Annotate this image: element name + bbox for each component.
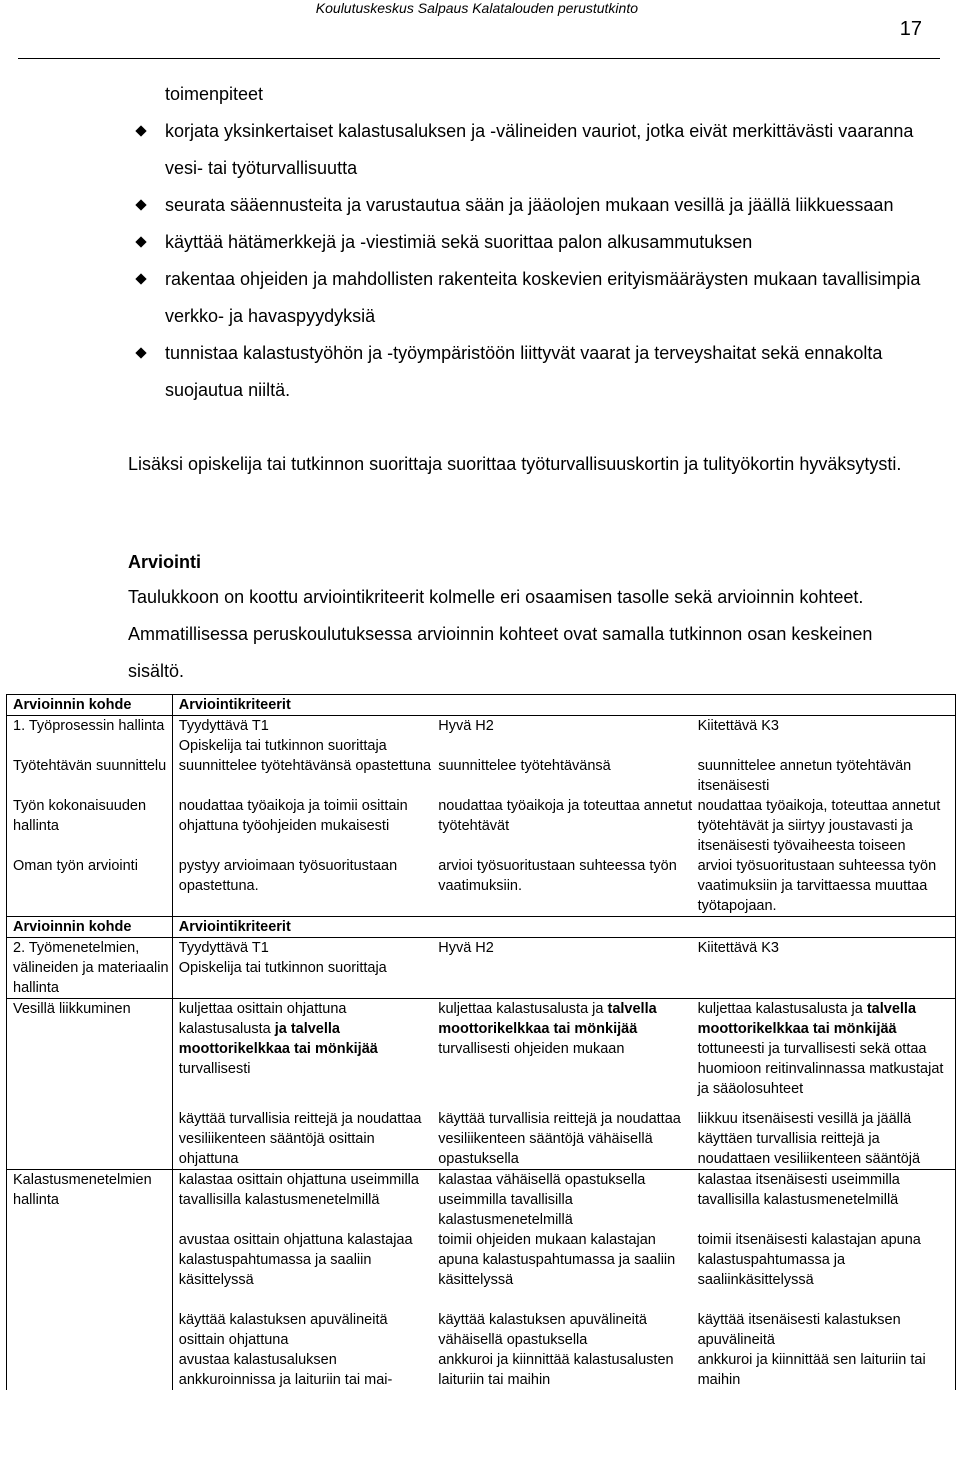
criteria-k3: kalastaa itsenäisesti useimmilla tavallisilla kalastusmenetelmillä (696, 1170, 956, 1231)
subject-line: Opiskelija tai tutkinnon suorittaja (172, 958, 955, 999)
criteria-t1: avustaa kalastusaluksen ankkuroinnissa ja laituriin tai mai- (178, 1352, 393, 1388)
list-item: tunnistaa kalastustyöhön ja -työympäristöön liittyvät vaarat ja terveyshaitat sekä ennakolta suojautua niiltä. (0, 335, 945, 409)
criteria-h2: kalastaa vähäisellä opastuksella useimmilla tavallisilla kalastusmenetelmillä (436, 1170, 695, 1231)
criteria-t1: kalastaa osittain ohjattuna useimmilla tavallisilla kalastusmenetelmillä (172, 1170, 436, 1231)
level-h2: Hyvä H2 (436, 938, 695, 959)
row-target: Työtehtävän suunnittelu (7, 756, 173, 796)
assessment-heading: Arviointi (128, 552, 202, 572)
intro-closing: Lisäksi opiskelija tai tutkinnon suorittaja suorittaa työturvallisuuskortin ja tulityökortin hyväksytysti. (128, 454, 902, 474)
criteria-t1: käyttää turvallisia reittejä ja noudattaa vesiliikenteen sääntöjä osittain ohjattuna (178, 1111, 422, 1167)
table-header-row (7, 695, 956, 716)
criteria-h2: arvioi työsuoritustaan suhteessa työn vaatimuksiin. (438, 858, 677, 894)
criteria-t1: noudattaa työaikoja ja toimii osittain ohjattuna työohjeiden mukaisesti (178, 798, 408, 834)
criteria-t1: avustaa osittain ohjattuna kalastajaa kalastuspahtumassa ja saaliin käsittelyssä (178, 1232, 413, 1288)
criteria-t1: käyttää kalastuksen apuvälineitä osittain ohjattuna (178, 1312, 388, 1348)
level-k3: Kiitettävä K3 (696, 938, 956, 959)
criteria-h2: kuljettaa kalastusalusta ja talvella moottorikelkkaa tai mönkijää turvallisesti ohjeiden mukaan (436, 999, 695, 1100)
subject-line: Opiskelija tai tutkinnon suorittaja (172, 736, 955, 756)
criteria-k3: käyttää itsenäisesti kalastuksen apuvälineitä (696, 1290, 956, 1350)
row-target: Työn kokonaisuuden hallinta (7, 796, 173, 856)
assessment-text: Taulukkoon on koottu arviointikriteerit kolmelle eri osaamisen tasolle sekä arvioinnin kohteet. Ammatillisessa peruskoulutuksessa arvioinnin kohteet ovat samalla tutkinnon osan keskeinen sisältö. (128, 587, 873, 681)
running-header-title: Koulutuskeskus Salpaus Kalatalouden perustutkinto (315, 0, 638, 16)
diamond-bullet-icon (135, 199, 146, 210)
table-row (7, 999, 956, 1100)
list-item: käyttää hätämerkkejä ja -viestimiä sekä suorittaa palon alkusammutuksen (0, 224, 945, 261)
table-header-row (7, 917, 956, 938)
page-number: 17 (899, 18, 922, 40)
row-target: Vesillä liikkuminen (7, 999, 173, 1170)
criteria-t1: kuljettaa osittain ohjattuna kalastusalusta ja talvella moottorikelkkaa tai mönkijää turvallisesti (172, 999, 436, 1100)
table-row (7, 856, 956, 917)
criteria-k3: arvioi työsuoritustaan suhteessa työn vaatimuksiin ja tarvittaessa muuttaa työtapojaan. (696, 856, 956, 917)
criteria-h2: toimii ohjeiden mukaan kalastajan apuna kalastuspahtumassa ja saaliin käsittelyssä (438, 1232, 676, 1288)
intro-lead: toimenpiteet (165, 84, 264, 104)
criteria-t1: pystyy arvioimaan työsuoritustaan opastettuna. (178, 858, 398, 894)
section-title: 1. Työprosessin hallinta (7, 716, 173, 757)
diamond-bullet-icon (135, 273, 146, 284)
col-criteria-header: Arviointikriteerit (172, 917, 955, 938)
list-item: seurata sääennusteita ja varustautua sään ja jääolojen mukaan vesillä ja jäällä liikkuessaan (0, 187, 945, 224)
table-row (7, 938, 956, 959)
row-target: Oman työn arviointi (7, 856, 173, 917)
list-item: korjata yksinkertaiset kalastusaluksen ja -välineiden vauriot, jotka eivät merkittävästi vaaranna vesi- tai työturvallisuutta (0, 113, 945, 187)
criteria-h2: suunnittelee työtehtävänsä (438, 758, 611, 774)
intro-bullet-list (0, 113, 960, 409)
assessment-table (6, 694, 956, 1390)
col-target-header: Arvioinnin kohde (7, 695, 173, 716)
level-t1: Tyydyttävä T1 (172, 716, 436, 737)
table-row (7, 796, 956, 856)
level-t1: Tyydyttävä T1 (172, 938, 436, 959)
diamond-bullet-icon (135, 236, 146, 247)
criteria-h2: käyttää turvallisia reittejä ja noudattaa vesiliikenteen sääntöjä vähäisellä opastuksella (438, 1111, 681, 1167)
level-h2: Hyvä H2 (436, 716, 695, 737)
list-item: rakentaa ohjeiden ja mahdollisten rakenteita koskevien erityismääräysten mukaan tavallisimpia verkko- ja havaspyydyksiä (0, 261, 945, 335)
criteria-k3: suunnittelee annetun työtehtävän itsenäisesti (696, 756, 956, 796)
criteria-h2: käyttää kalastuksen apuvälineitä vähäisellä opastuksella (438, 1312, 647, 1348)
col-target-header: Arvioinnin kohde (7, 917, 173, 938)
criteria-k3: noudattaa työaikoja, toteuttaa annetut työtehtävät ja siirtyy joustavasti ja itsenäisesti työvaiheesta toiseen (696, 796, 956, 856)
table-row (7, 1170, 956, 1231)
criteria-k3: kuljettaa kalastusalusta ja talvella moottorikelkkaa tai mönkijää tottuneesti ja turvallisesti sekä ottaa huomioon reitinvalinnassa matkustajat ja sääolosuhteet (696, 999, 956, 1100)
diamond-bullet-icon (135, 347, 146, 358)
criteria-k3: toimii itsenäisesti kalastajan apuna kalastuspahtumassa ja saaliinkäsittelyssä (696, 1230, 956, 1290)
row-target: Kalastusmenetelmien hallinta (7, 1170, 173, 1391)
level-k3: Kiitettävä K3 (696, 716, 956, 737)
header-rule (18, 58, 940, 59)
col-criteria-header: Arviointikriteerit (172, 695, 955, 716)
page-header (0, 0, 960, 64)
criteria-k3: ankkuroi ja kiinnittää sen laituriin tai maihin (696, 1350, 956, 1390)
criteria-k3: liikkuu itsenäisesti vesillä ja jäällä käyttäen turvallisia reittejä ja noudattaen vesiliikenteen sääntöjä (696, 1099, 956, 1170)
diamond-bullet-icon (135, 125, 146, 136)
criteria-h2: ankkuroi ja kiinnittää kalastusalusten laituriin tai maihin (438, 1352, 674, 1388)
table-row (7, 756, 956, 796)
criteria-h2: noudattaa työaikoja ja toteuttaa annetut työtehtävät (438, 798, 693, 834)
section-title: 2. Työmenetelmien, välineiden ja materiaalin hallinta (7, 938, 173, 999)
table-row (7, 716, 956, 737)
criteria-t1: suunnittelee työtehtävänsä opastettuna (178, 758, 432, 774)
